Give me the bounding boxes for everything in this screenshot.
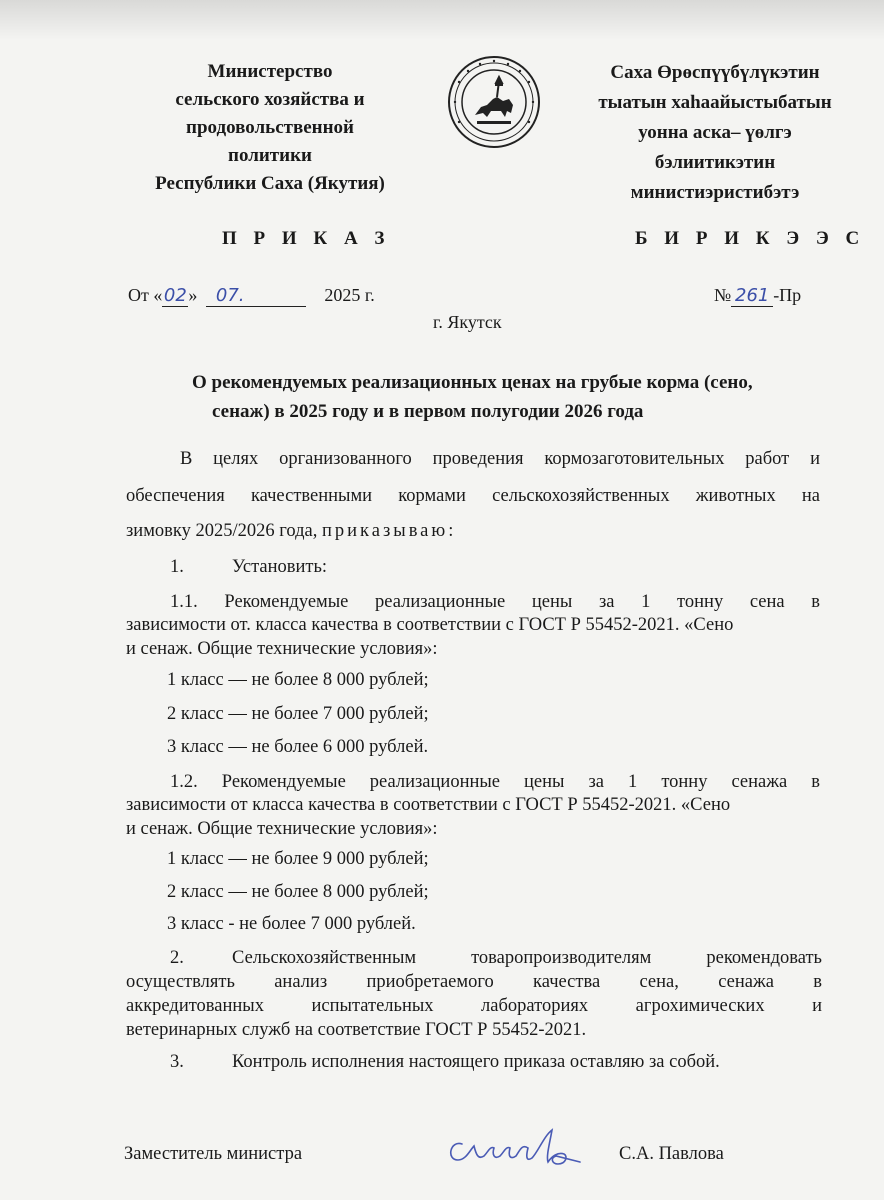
price-class-item: 1 класс — не более 9 000 рублей; [167,849,429,869]
item-1-1-line: и сенаж. Общие технические условия»: [126,639,438,659]
order-title-ru: П Р И К А З [222,228,391,249]
ministry-ru-line: политики [228,145,312,166]
handwritten-signature [440,1122,590,1172]
price-class-item: 1 класс — не более 8 000 рублей; [167,670,429,690]
price-class-item: 2 класс — не более 7 000 рублей; [167,704,429,724]
document-title [120,368,820,426]
intro-line3-start: зимовку 2025/2026 года, [126,521,318,541]
ministry-sakha-line: бэлиитикэтин [654,152,776,173]
date-mid: » [188,285,198,305]
title-line: О рекомендуемых реализационных ценах на грубые корма (сено, [192,372,753,393]
city: г. Якутск [433,312,502,332]
intro-line3-end: : [448,521,454,541]
item-2-line: Сельскохозяйственным товаропроизводителям рекомендовать [232,948,822,968]
item-3-number: 3. [170,1052,184,1072]
ministry-ru-line: Министерство [207,61,333,82]
ministry-name-sakha [575,58,855,208]
intro-line [126,519,453,543]
item-1-1-line: зависимости от. класса качества в соответствии с ГОСТ Р 55452-2021. «Сено [126,615,734,635]
signatory-name: С.А. Павлова [619,1144,724,1164]
number-suffix: -Пр [773,285,802,305]
date-day: 02 [163,285,187,306]
item-2-line: осуществлять анализ приобретаемого качества сена, сенажа в [126,972,822,992]
price-class-item: 3 класс - не более 7 000 рублей. [167,914,416,934]
item-1-1-line: 1.1. Рекомендуемые реализационные цены за 1 тонну сена в [170,592,820,612]
intro-line: обеспечения качественными кормами сельскохозяйственных животных на [126,486,820,506]
order-date [128,285,375,307]
item-1-2-line: 1.2. Рекомендуемые реализационные цены за 1 тонну сенажа в [170,772,820,792]
scan-top-shadow [0,0,884,40]
date-year: 2025 г. [324,285,375,305]
item-2-line: ветеринарных служб на соответствие ГОСТ Р 55452-2021. [126,1020,587,1040]
item-2-line: аккредитованных испытательных лабораториях агрохимических и [126,996,822,1016]
ministry-sakha-line: уонна аска– үөлгэ [638,122,792,143]
ministry-sakha-line: министиэристибэтэ [630,182,800,203]
ministry-ru-line: продовольственной [186,117,354,138]
item-2-number: 2. [170,948,184,968]
item-1-2-line: зависимости от класса качества в соответствии с ГОСТ Р 55452-2021. «Сено [126,795,731,815]
date-prefix: От « [128,285,163,305]
item-1-number: 1. [170,557,184,577]
ministry-sakha-line: тыатын хаһаайыстыбатын [598,92,832,113]
ministry-ru-line: Республики Саха (Якутия) [155,173,385,194]
order-number [714,285,801,307]
price-class-item: 2 класс — не более 8 000 рублей; [167,882,429,902]
ministry-sakha-line: Саха Өрөспүүбүлүкэтин [610,62,820,83]
date-month: 07. [206,285,306,307]
order-title-sakha: Б И Р И К Э Э С [635,228,866,249]
intro-order-word: приказываю [321,521,449,541]
intro-line: В целях организованного проведения кормозаготовительных работ и [180,449,820,469]
number-value: 261 [731,285,773,307]
item-1-2-line: и сенаж. Общие технические условия»: [126,819,438,839]
item-1-text: Установить: [232,557,328,577]
signatory-position: Заместитель министра [124,1144,303,1164]
item-3-text: Контроль исполнения настоящего приказа оставляю за собой. [232,1052,720,1072]
ministry-ru-line: сельского хозяйства и [175,89,365,110]
title-line: сенаж) в 2025 году и в первом полугодии 2026 года [212,401,644,422]
coat-of-arms-emblem [447,55,541,149]
price-class-item: 3 класс — не более 6 000 рублей. [167,737,429,757]
number-prefix: № [714,285,732,305]
ministry-name-ru [120,58,420,198]
